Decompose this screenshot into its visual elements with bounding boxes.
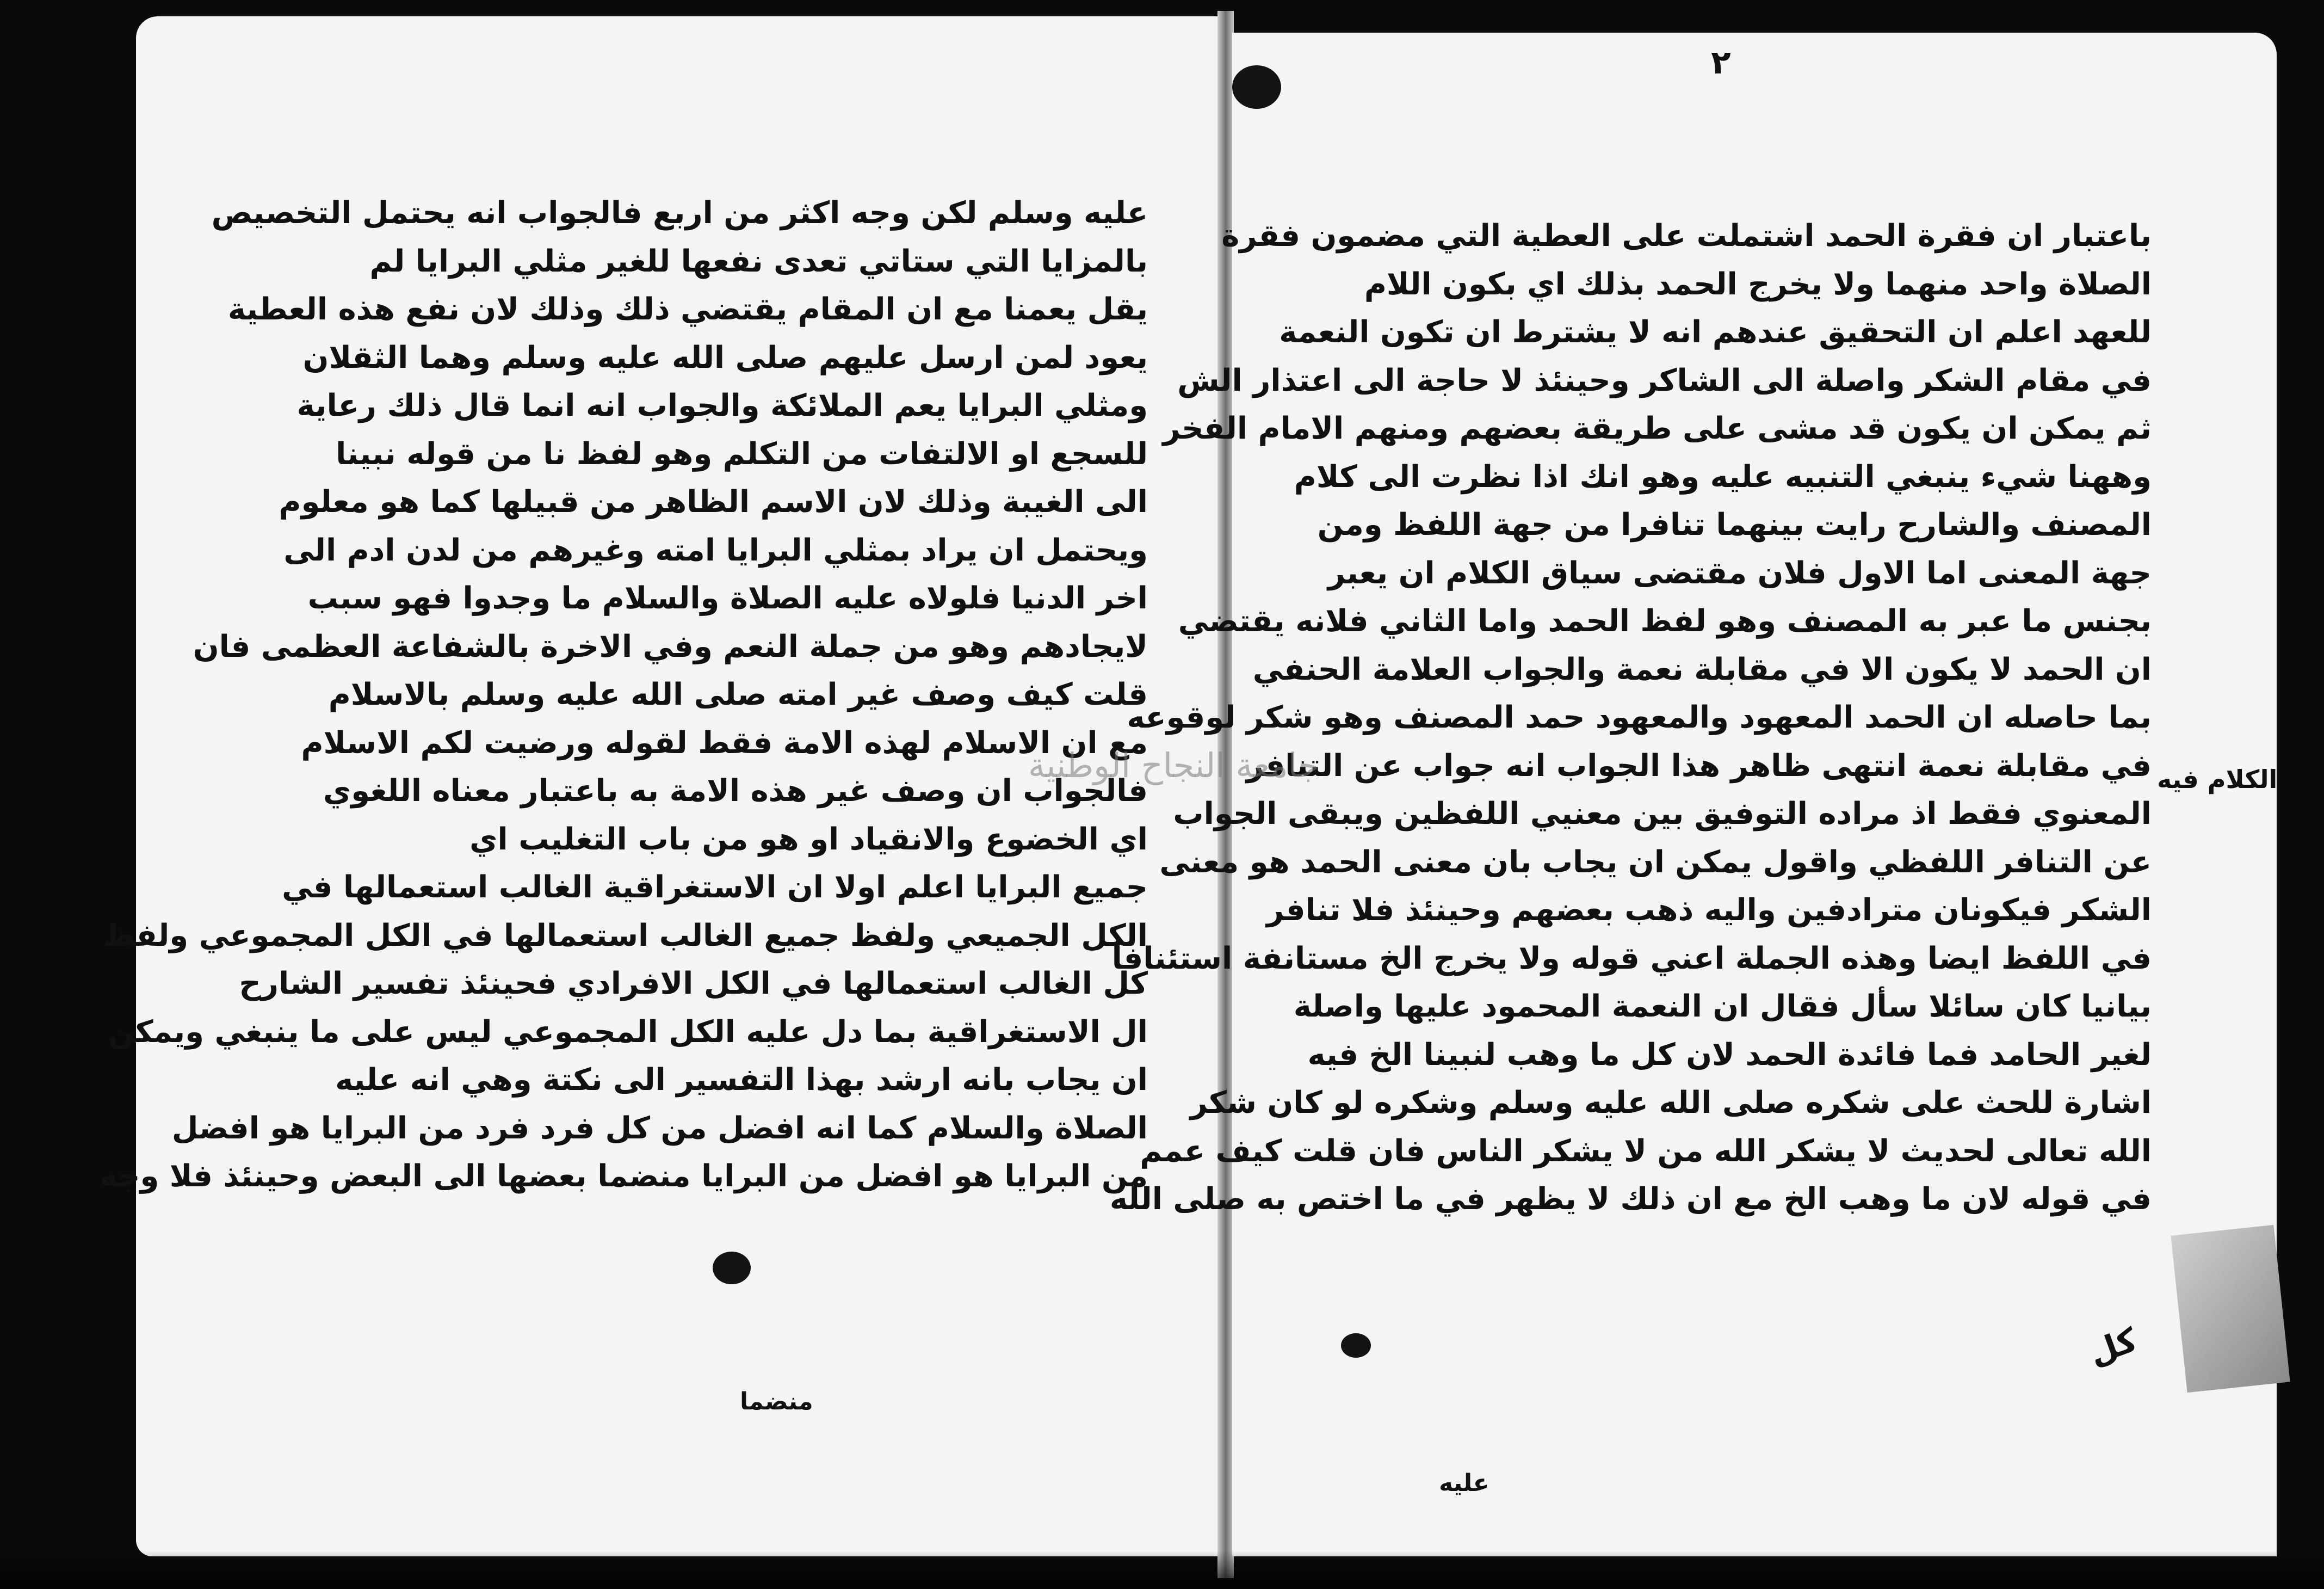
text-line: ومثلي البرايا يعم الملائكة والجواب انه انما قال ذلك رعاية — [296, 388, 1148, 423]
text-line: جهة المعنى اما الاول فلان مقتضى سياق الكلام ان يعبر — [1327, 555, 2152, 591]
text-line: يعود لمن ارسل عليهم صلى الله عليه وسلم وهما الثقلان — [302, 340, 1148, 375]
text-line: ان يجاب بانه ارشد بهذا التفسير الى نكتة وهي انه عليه — [335, 1062, 1148, 1098]
folio-number: ٢ — [1711, 44, 1731, 82]
text-line: بالمزايا التي ستاتي تعدى نفعها للغير مثلي البرايا لم — [369, 243, 1148, 279]
text-line: وههنا شيء ينبغي التنبيه عليه وهو انك اذا نظرت الى كلام — [1294, 459, 2152, 495]
text-line: الصلاة واحد منهما ولا يخرج الحمد بذلك اي بكون اللام — [1364, 266, 2152, 302]
text-line: عن التنافر اللفظي واقول يمكن ان يجاب بان معنى الحمد هو معنى — [1159, 844, 2152, 880]
text-line: فالجواب ان وصف غير هذه الامة به باعتبار معناه اللغوي — [323, 773, 1148, 809]
text-line: جميع البرايا اعلم اولا ان الاستغراقية الغالب استعمالها في — [282, 870, 1148, 905]
margin-note: الكلام فيه — [2157, 765, 2278, 794]
left-manuscript-page — [100, 16, 1219, 1556]
text-line: للسجع او الالتفات من التكلم وهو لفظ نا من قوله نبينا — [336, 436, 1148, 472]
ink-blot — [1341, 1333, 1371, 1358]
text-line: في مقام الشكر واصلة الى الشاكر وحينئذ لا حاجة الى اعتذار الش — [1177, 362, 2152, 398]
text-line: لغير الحامد فما فائدة الحمد لان كل ما وهب لنبينا الخ فيه — [1307, 1037, 2152, 1073]
text-line: الله تعالى لحديث لا يشكر الله من لا يشكر الناس فان قلت كيف عمم — [1140, 1133, 2152, 1169]
catchword: منضما — [740, 1388, 813, 1415]
text-line: عليه وسلم لكن وجه اكثر من اربع فالجواب انه يحتمل التخصيص — [211, 195, 1148, 231]
text-line: في قوله لان ما وهب الخ مع ان ذلك لا يظهر في ما اختص به صلى الله — [1109, 1181, 2152, 1217]
text-line: الى الغيبة وذلك لان الاسم الظاهر من قبيلها كما هو معلوم — [279, 484, 1148, 520]
text-line: ويحتمل ان يراد بمثلي البرايا امته وغيرهم من لدن ادم الى — [283, 532, 1148, 568]
scan-edge-shadow — [0, 1551, 2324, 1589]
text-line: للعهد اعلم ان التحقيق عندهم انه لا يشترط ان تكون النعمة — [1279, 315, 2152, 350]
left-page-text — [100, 189, 1148, 1201]
catchword: عليه — [1439, 1469, 1489, 1497]
text-line: في اللفظ ايضا وهذه الجملة اعني قوله ولا يخرج الخ مستانفة استئنافا — [1111, 940, 2152, 976]
text-line: كل الغالب استعمالها في الكل الافرادي فحينئذ تفسير الشارح — [239, 966, 1148, 1001]
text-line: ان الحمد لا يكون الا في مقابلة نعمة والجواب العلامة الحنفي — [1252, 651, 2152, 687]
text-line: باعتبار ان فقرة الحمد اشتملت على العطية التي مضمون فقرة — [1221, 218, 2152, 254]
text-line: قلت كيف وصف غير امته صلى الله عليه وسلم بالاسلام — [328, 677, 1148, 712]
text-line: اي الخضوع والانقياد او هو من باب التغليب اي — [469, 821, 1148, 857]
text-line: ثم يمكن ان يكون قد مشى على طريقة بعضهم ومنهم الامام الفخر — [1163, 411, 2152, 446]
text-line: الصلاة والسلام كما انه افضل من كل فرد فرد من البرايا هو افضل — [171, 1110, 1148, 1146]
text-line: مع ان الاسلام لهذه الامة فقط لقوله ورضيت لكم الاسلام — [301, 725, 1148, 761]
text-line: بجنس ما عبر به المصنف وهو لفظ الحمد واما الثاني فلانه يقتضي — [1178, 603, 2152, 639]
text-line: من البرايا هو افضل من البرايا منضما بعضها الى البعض وحينئذ فلا وجه — [100, 1159, 1148, 1194]
page-corner-shadow — [2171, 1225, 2290, 1393]
text-line: بما حاصله ان الحمد المعهود والمعهود حمد المصنف وهو شكر لوقوعه — [1127, 700, 2152, 735]
text-line: يقل يعمنا مع ان المقام يقتضي ذلك وذلك لان نفع هذه العطية — [227, 292, 1148, 327]
text-line: اشارة للحث على شكره صلى الله عليه وسلم وشكره لو كان شكر — [1190, 1085, 2152, 1120]
ink-blot — [713, 1252, 751, 1284]
text-line: ال الاستغراقية بما دل عليه الكل المجموعي ليس على ما ينبغي ويمكن — [108, 1014, 1148, 1050]
ink-blot — [1232, 65, 1281, 109]
text-line: المعنوي فقط اذ مراده التوفيق بين معنيي اللفظين ويبقى الجواب — [1173, 796, 2152, 832]
margin-note: كل — [2084, 1320, 2142, 1374]
text-line: اخر الدنيا فلولاه عليه الصلاة والسلام ما وجدوا فهو سبب — [307, 581, 1148, 616]
library-watermark: جامعة النجاح الوطنية — [1028, 746, 1319, 785]
text-line: بيانيا كان سائلا سأل فقال ان النعمة المحمود عليها واصلة — [1293, 989, 2152, 1024]
text-line: المصنف والشارح رايت بينهما تنافرا من جهة اللفظ ومن — [1317, 507, 2152, 543]
text-line: الكل الجميعي ولفظ جميع الغالب استعمالها في الكل المجموعي ولفظ — [103, 917, 1148, 953]
text-line: لايجادهم وهو من جملة النعم وفي الاخرة بالشفاعة العظمى فان — [193, 629, 1148, 664]
text-line: الشكر فيكونان مترادفين واليه ذهب بعضهم وحينئذ فلا تنافر — [1266, 892, 2152, 928]
text-line: في مقابلة نعمة انتهى ظاهر هذا الجواب انه جواب عن التنافر — [1246, 748, 2152, 784]
